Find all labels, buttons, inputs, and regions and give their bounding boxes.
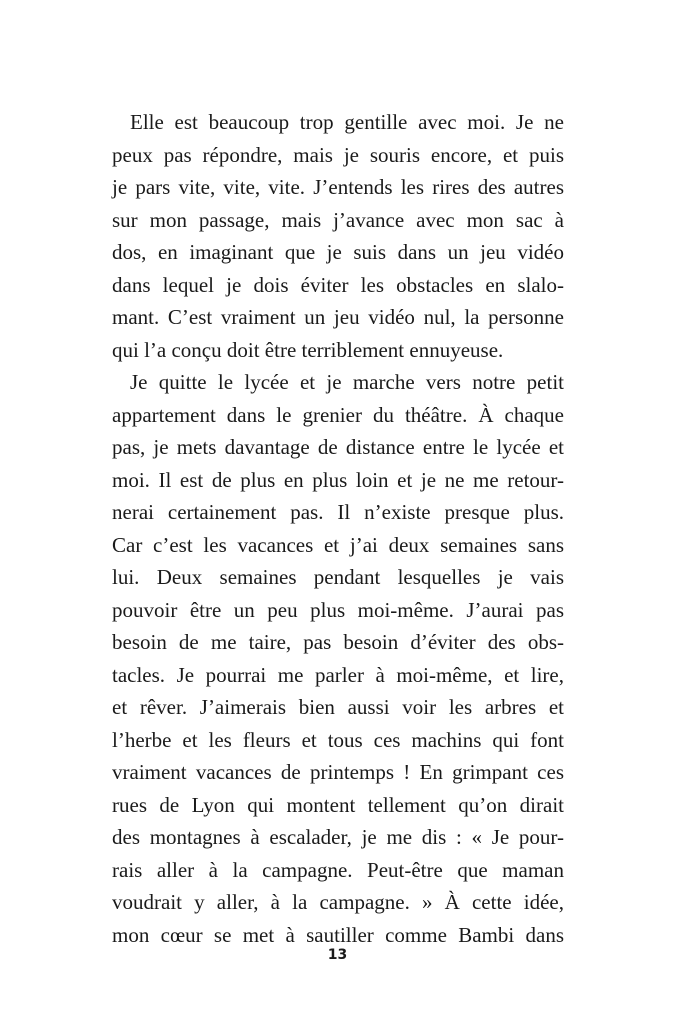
text-line: voudrait y aller, à la campagne. » À cette idée, — [112, 890, 564, 914]
text-line: sur mon passage, mais j’avance avec mon sac à — [112, 207, 564, 232]
text-line: je pars vite, vite, vite. J’entends les rires des autres — [112, 175, 564, 199]
text-line: vraiment vacances de printemps ! En grimpant ces — [112, 760, 564, 784]
text-line: mon cœur se met à sautiller comme Bambi dans — [112, 922, 564, 947]
text-line: appartement dans le grenier du théâtre. À chaque — [112, 402, 564, 427]
text-line: tacles. Je pourrai me parler à moi-même, et lire, — [112, 662, 564, 687]
text-line: l’herbe et les fleurs et tous ces machins qui font — [112, 727, 564, 752]
text-line: peux pas répondre, mais je souris encore, et puis — [112, 142, 564, 167]
text-line: pas, je mets davantage de distance entre le lycée et — [112, 435, 564, 459]
text-line: besoin de me taire, pas besoin d’éviter des obs- — [112, 630, 564, 654]
text-line: qui l’a conçu doit être terriblement ennuyeuse. — [112, 337, 504, 362]
text-line: rais aller à la campagne. Peut-être que maman — [112, 857, 564, 882]
text-line: lui. Deux semaines pendant lesquelles je vais — [112, 565, 564, 589]
text-line: Car c’est les vacances et j’ai deux semaines sans — [112, 532, 564, 557]
text-line: des montagnes à escalader, je me dis : « Je pour- — [112, 825, 564, 849]
body-text — [112, 106, 564, 951]
text-line: pouvoir être un peu plus moi-même. J’aurai pas — [112, 597, 564, 622]
text-line: et rêver. J’aimerais bien aussi voir les arbres et — [112, 695, 564, 719]
paragraph-1 — [112, 106, 564, 366]
text-line: dos, en imaginant que je suis dans un jeu vidéo — [112, 240, 564, 264]
text-line: rues de Lyon qui montent tellement qu’on dirait — [112, 792, 564, 817]
text-line: Elle est beaucoup trop gentille avec moi. Je ne — [130, 110, 564, 134]
text-line: Je quitte le lycée et je marche vers notre petit — [130, 370, 564, 394]
paragraph-2 — [112, 366, 564, 951]
text-line: dans lequel je dois éviter les obstacles en slalo- — [112, 272, 564, 297]
page-number: 13 — [327, 947, 348, 963]
text-line: nerai certainement pas. Il n’existe presque plus. — [112, 500, 564, 524]
text-line: mant. C’est vraiment un jeu vidéo nul, la personne — [112, 305, 564, 329]
text-line: moi. Il est de plus en plus loin et je ne me retour- — [112, 467, 564, 492]
